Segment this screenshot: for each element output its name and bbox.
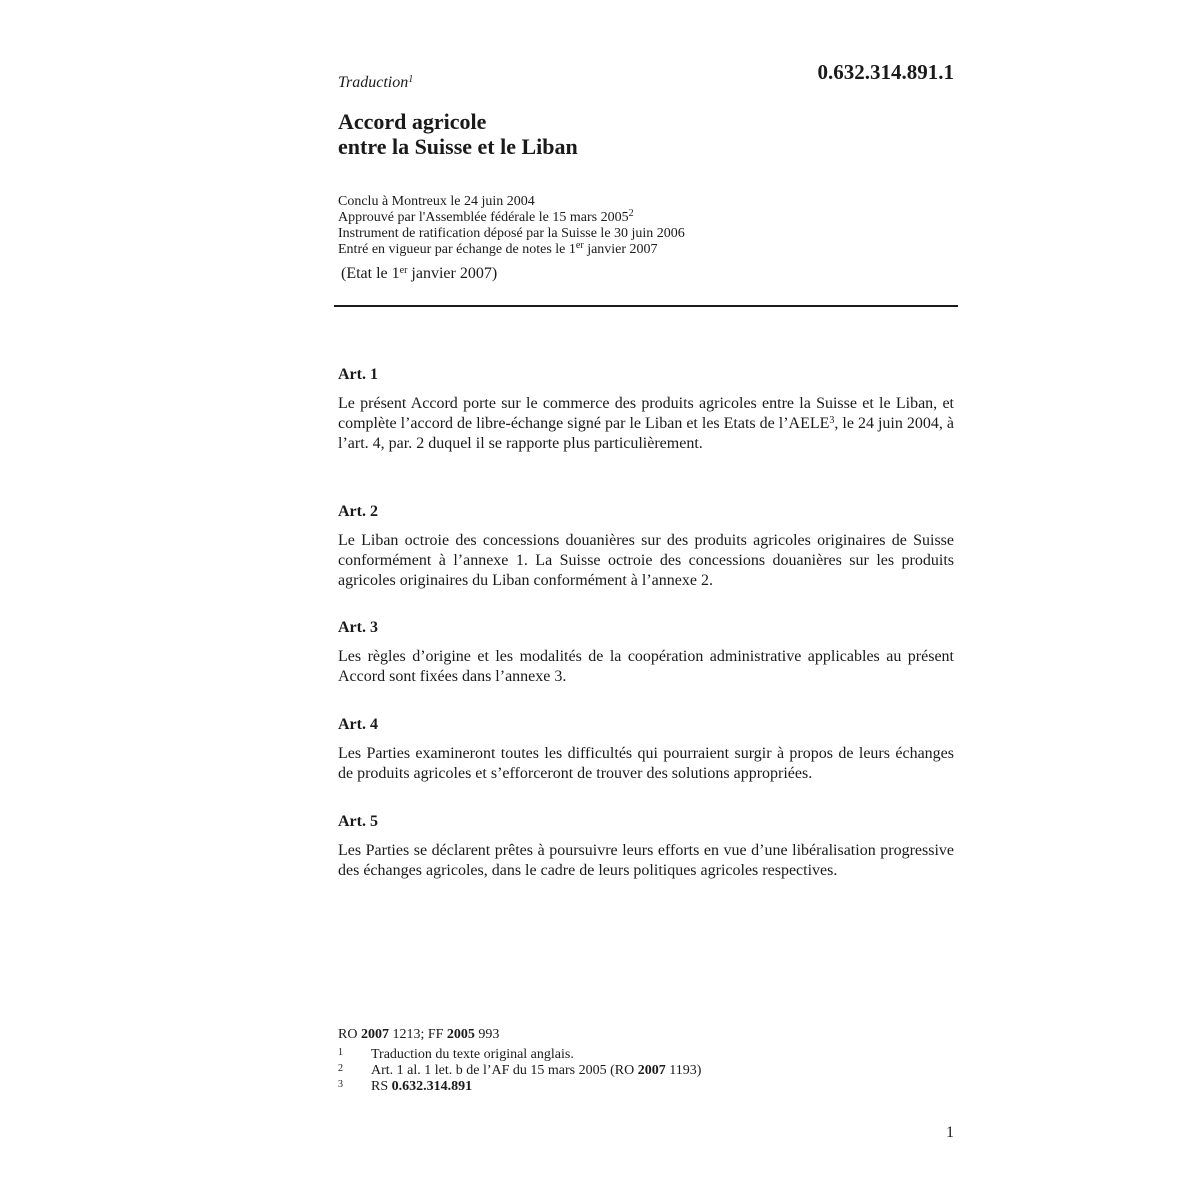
state-sup: er: [399, 265, 408, 276]
article-1: [338, 366, 954, 454]
article-heading: Art. 1: [338, 366, 378, 383]
footnote-ref-3[interactable]: 3: [829, 415, 835, 426]
article-4: [338, 716, 954, 784]
entry-into-force-line: [338, 242, 685, 258]
entry-text-after: janvier 2007: [583, 242, 658, 257]
footnote-bold: 2007: [637, 1063, 666, 1078]
article-2: [338, 503, 954, 591]
footnote-text: [371, 1063, 701, 1079]
document-metadata: [338, 194, 685, 258]
article-heading: Art. 4: [338, 716, 378, 733]
entry-text-before: Entré en vigueur par échange de notes le 1: [338, 242, 576, 257]
article-text: Les règles d’origine et les modalités de la coopération administrative applicables au présent Accord sont fixées dans l’annexe 3.: [338, 648, 954, 685]
ro-page: 1213; FF: [388, 1027, 447, 1042]
ff-year: 2005: [446, 1027, 475, 1042]
footnote-text-before: Art. 1 al. 1 let. b de l’AF du 15 mars 2005 (RO: [371, 1063, 638, 1078]
article-heading: Art. 3: [338, 619, 378, 636]
header-divider: [334, 305, 958, 307]
article-3: [338, 619, 954, 687]
article-text-part-1: Le présent Accord porte sur le commerce des produits agricoles entre la Suisse et le Liban, et complète l’accord de libre-échange signé par le Liban et les Etats de l’AELE: [338, 395, 954, 432]
document-title: [338, 109, 578, 159]
state-text-after: janvier 2007): [407, 265, 498, 282]
ratification-line: Instrument de ratification déposé par la Suisse le 30 juin 2006: [338, 226, 685, 241]
article-heading: Art. 2: [338, 503, 378, 520]
ro-year: 2007: [360, 1027, 389, 1042]
footnote-text-before: RS: [371, 1079, 392, 1094]
entry-sup: er: [575, 240, 584, 251]
article-text-part-2: , le 24 juin 2004, à l’art. 4, par. 2 duquel il se rapporte plus particulièrement.: [338, 415, 954, 452]
page-number: 1: [946, 1124, 954, 1141]
title-line-2: entre la Suisse et le Liban: [338, 134, 578, 159]
ro-label: RO: [338, 1027, 361, 1042]
approved-line: [338, 210, 685, 226]
state-text-before: (Etat le 1: [341, 265, 400, 282]
footnote-number: 3: [338, 1079, 343, 1090]
article-heading: Art. 5: [338, 813, 378, 830]
footnote-bold: 0.632.314.891: [391, 1079, 473, 1094]
concluded-line: Conclu à Montreux le 24 juin 2004: [338, 194, 535, 209]
article-text: Le Liban octroie des concessions douanières sur des produits agricoles originaires de Suisse conformément à l’annexe 1. La Suisse octroie des concessions douanières sur les produits agricoles originaires du Liban conformément à l’annexe 2.: [338, 532, 954, 589]
translation-label-text: Traduction: [338, 74, 409, 91]
article-text: [338, 394, 954, 454]
state-date: [341, 265, 497, 283]
approved-text: Approuvé par l'Assemblée fédérale le 15 mars 2005: [338, 210, 629, 225]
ff-page: 993: [474, 1027, 500, 1042]
footnote-text: [371, 1079, 472, 1095]
article-text: Les Parties se déclarent prêtes à poursuivre leurs efforts en vue d’une libéralisation progressive des échanges agricoles, dans le cadre de leurs politiques agricoles respectives.: [338, 842, 954, 879]
footnote-number: 2: [338, 1063, 343, 1074]
footnote-ref-1[interactable]: 1: [408, 74, 414, 85]
footnote-number: 1: [338, 1047, 343, 1058]
classification-number: 0.632.314.891.1: [817, 60, 954, 84]
publication-reference: [338, 1027, 499, 1043]
title-line-1: Accord agricole: [338, 109, 487, 134]
footnote-text-after: 1193): [665, 1063, 702, 1078]
translation-label: [338, 74, 413, 92]
article-5: [338, 813, 954, 881]
footnote-ref-2[interactable]: 2: [628, 208, 634, 219]
footnote-text: Traduction du texte original anglais.: [371, 1047, 574, 1062]
article-text: Les Parties examineront toutes les difficultés qui pourraient surgir à propos de leurs échanges de produits agricoles et s’efforceront de trouver des solutions appropriées.: [338, 745, 954, 782]
